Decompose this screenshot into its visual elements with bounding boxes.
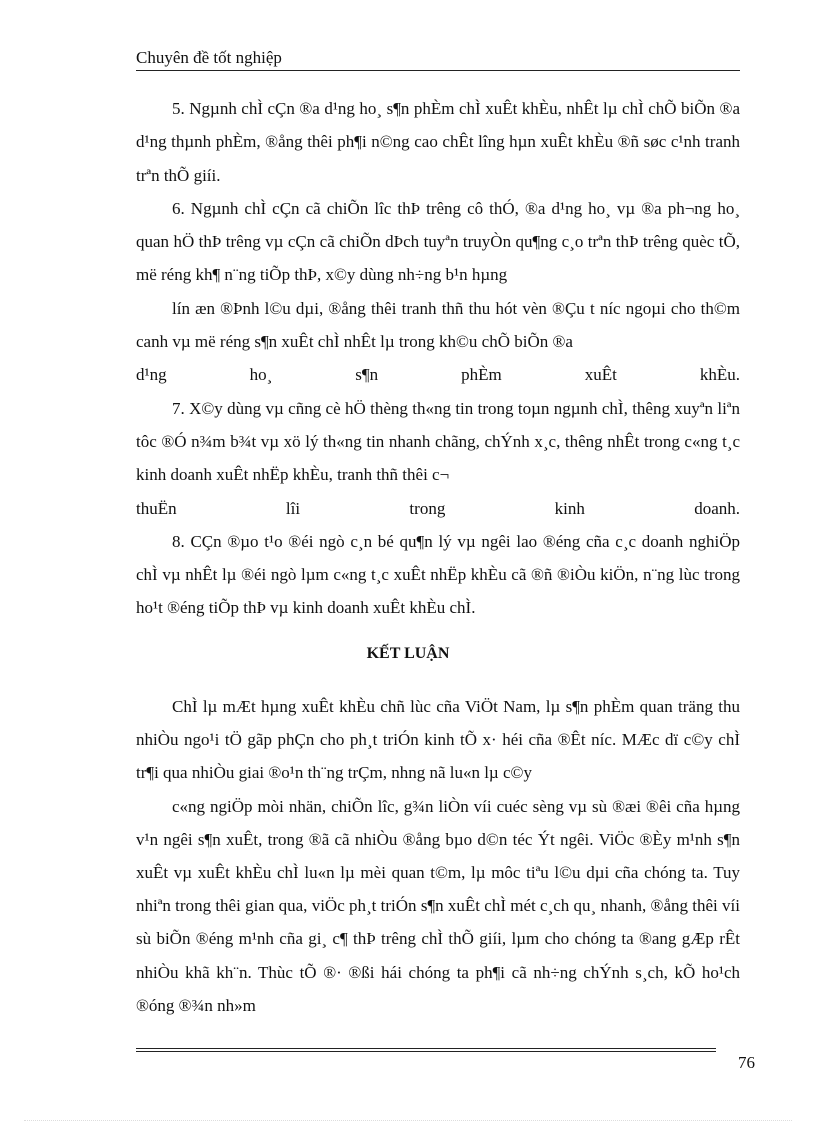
conclusion-paragraph-2: c«ng ngiÖp mòi nhän, chiÕn lîc, g¾n liÒn víi cuéc sèng vµ sù ®æi ®êi cña hµng v¹n ngêi s¶n xuÊt, trong ®ã cã nhiÒu ®ång bµo d©n téc Ýt ngêi. ViÖc ®Èy m¹nh s¶n xuÊt vµ xuÊt khÈu chÌ lu«n lµ mèi quan t©m, lµ môc tiªu l©u dµi cña chóng ta. Tuy nhiªn trong thêi gian qua, viÖc ph¸t triÓn s¶n xuÊt chÌ mét c¸ch qu¸ nhanh, ®ång thêi víi sù biÕn ®éng m¹nh cña gi¸ c¶ thÞ trêng chÌ thÕ giíi, lµm cho chóng ta ®ang gÆp rÊt nhiÒu khã kh¨n. Thùc tÕ ®· ®ßi hái chóng ta ph¶i cã nh÷ng chÝnh s¸ch, kÕ ho¹ch ®óng ®¾n nh»m [136,796,740,1015]
recommendation-5: 5. Ngµnh chÌ cÇn ®a d¹ng ho¸ s¶n phÈm chÌ xuÊt khÈu, nhÊt lµ chÌ chÕ biÕn ®a d¹ng thµnh phÈm, ®ång thêi ph¶i n©ng cao chÊt lîng hµn xuÊt khÈu ®ñ søc c¹nh tranh trªn thÕ giíi. [136,99,740,185]
conclusion-text [136,690,740,1022]
section-heading: KẾT LUẬN [366,645,450,662]
recommendation-6: 6. Ngµnh chÌ cÇn cã chiÕn lîc thÞ trêng cô thÓ, ®a d¹ng ho¸ vµ ®a ph¬ng ho¸ quan hÖ thÞ trêng vµ cÇn cã chiÕn dÞch tuyªn truyÒn qu¶ng c¸o trªn thÞ trêng quèc tÕ, më réng kh¶ n¨ng tiÕp thÞ, x©y dùng nh÷ng b¹n hµng [136,198,740,285]
recommendation-6-ending: d¹ng ho¸ s¶n phÈm xuÊt khÈu. [136,365,740,385]
recommendation-6-continued: lín æn ®Þnh l©u dµi, ®ång thêi tranh thñ thu hót vèn ®Çu t níc ngoµi cho th©m canh vµ më réng s¶n xuÊt chÌ nhÊt lµ trong kh©u chÕ biÕn ®a [136,298,740,352]
page-edge [24,1120,792,1121]
body-text [136,92,740,625]
recommendation-8: 8. CÇn ®µo t¹o ®éi ngò c¸n bé qu¶n lý vµ ngêi lao ®éng cña c¸c doanh nghiÖp chÌ vµ nhÊt lµ ®éi ngò lµm c«ng t¸c xuÊt nhËp khÈu cã ®ñ ®iÒu kiÖn, n¨ng lùc trong ho¹t ®éng tiÕp thÞ vµ kinh doanh xuÊt khÈu chÌ. [136,531,740,618]
page-number: 76 [738,1053,755,1072]
document-title: Chuyên đề tốt nghiệp [136,48,282,67]
header-rule [136,70,740,71]
recommendation-7-ending: thuËn lîi trong kinh doanh. [136,498,740,518]
conclusion-paragraph-1: ChÌ lµ mÆt hµng xuÊt khÈu chñ lùc cña ViÖt Nam, lµ s¶n phÈm quan träng thu nhiÒu ngo¹i tÖ gãp phÇn cho ph¸t triÓn kinh tÕ x· héi cña ®Êt níc. MÆc dï c©y chÌ tr¶i qua nhiÒu giai ®o¹n th¨ng trÇm, nhng nã lu«n lµ c©y [136,697,740,783]
recommendation-7: 7. X©y dùng vµ cñng cè hÖ thèng th«ng tin trong toµn ngµnh chÌ, thêng xuyªn liªn tôc ®Ó n¾m b¾t vµ xö lý th«ng tin nhanh chãng, chÝnh x¸c, thêng nhÊt trong c«ng t¸c kinh doanh xuÊt nhËp khÈu, tranh thñ thêi c¬ [136,398,740,485]
footer-rule-double [136,1051,716,1052]
footer-rule [136,1048,716,1049]
